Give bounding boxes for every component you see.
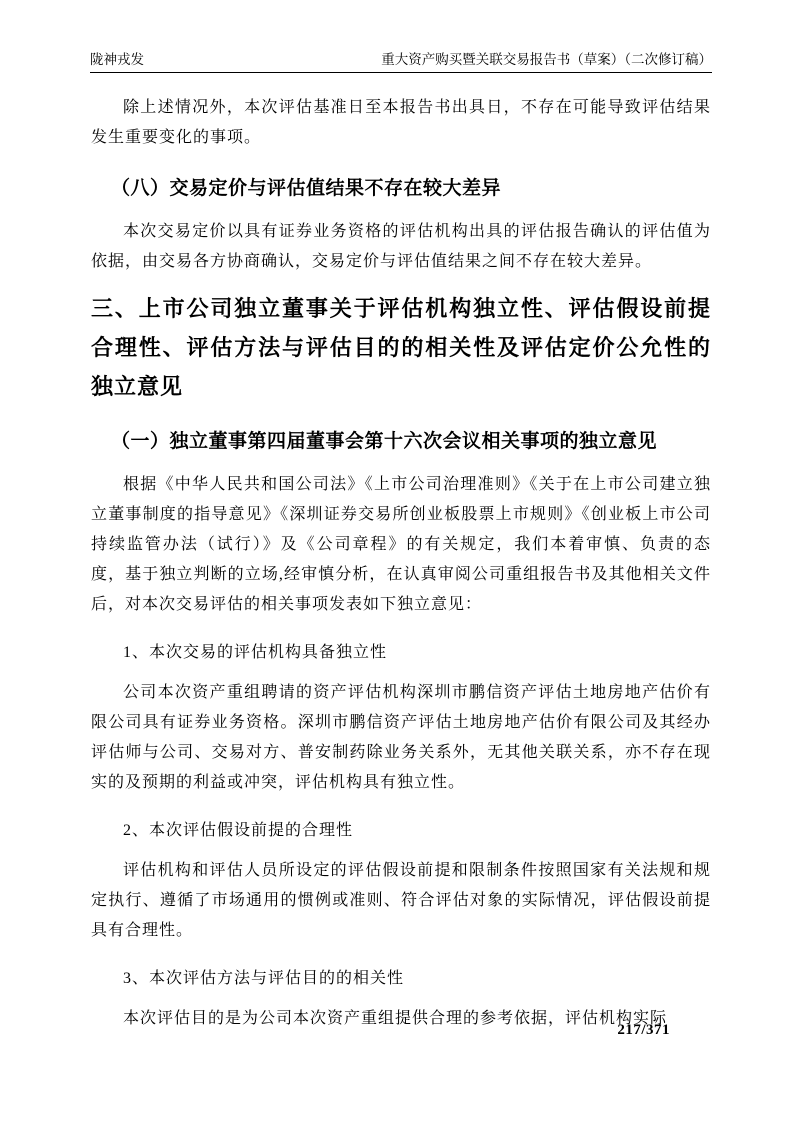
header-document-title: 重大资产购买暨关联交易报告书（草案）（二次修订稿）: [381, 52, 712, 67]
paragraph-legal-basis: 根据《中华人民共和国公司法》《上市公司治理准则》《关于在上市公司建立独立董事制度的指导意见》《深圳证券交易所创业板股票上市规则》《创业板上市公司持续监管办法（试行）》及《公司章程》的有关规定，我们本着审慎、负责的态度，基于独立判断的立场,经审慎分析，在认真审阅公司重组报告书及其他相关文件后，对本次交易评估的相关事项发表如下独立意见：: [91, 476, 711, 613]
heading-section-three: 三、上市公司独立董事关于评估机构独立性、评估假设前提合理性、评估方法与评估目的的相关性及评估定价公允性的独立意见: [91, 296, 711, 399]
item-3-title: 3、本次评估方法与评估目的的相关性: [123, 970, 405, 987]
page-number: 217/371: [617, 1022, 670, 1038]
header-company-name: 陇神戎发: [90, 52, 144, 67]
item-3-body: 本次评估目的是为公司本次资产重组提供合理的参考依据，评估机构实际: [123, 1010, 668, 1027]
item-1-body: 公司本次资产重组聘请的资产评估机构深圳市鹏信资产评估土地房地产估价有限公司具有证券业务资格。深圳市鹏信资产评估土地房地产估价有限公司及其经办评估师与公司、交易对方、普安制药除业务关系外，无其他关联关系，亦不存在现实的及预期的利益或冲突，评估机构具有独立性。: [91, 684, 711, 791]
document-body: [91, 93, 711, 1034]
item-2-title: 2、本次评估假设前提的合理性: [123, 822, 354, 839]
heading-section-viii: （八）交易定价与评估值结果不存在较大差异: [111, 178, 502, 199]
page-header: [90, 52, 712, 73]
heading-section-three-one: （一）独立董事第四届董事会第十六次会议相关事项的独立意见: [111, 431, 658, 452]
item-1-title: 1、本次交易的评估机构具备独立性: [123, 644, 388, 661]
item-2-body: 评估机构和评估人员所设定的评估假设前提和限制条件按照国家有关法规和规定执行、遵循了市场通用的惯例或准则、符合评估对象的实际情况，评估假设前提具有合理性。: [91, 862, 711, 939]
paragraph-valuation-changes: 除上述情况外，本次评估基准日至本报告书出具日，不存在可能导致评估结果发生重要变化的事项。: [91, 99, 711, 146]
paragraph-pricing-basis: 本次交易定价以具有证券业务资格的评估机构出具的评估报告确认的评估值为依据，由交易各方协商确认，交易定价与评估值结果之间不存在较大差异。: [91, 223, 711, 270]
